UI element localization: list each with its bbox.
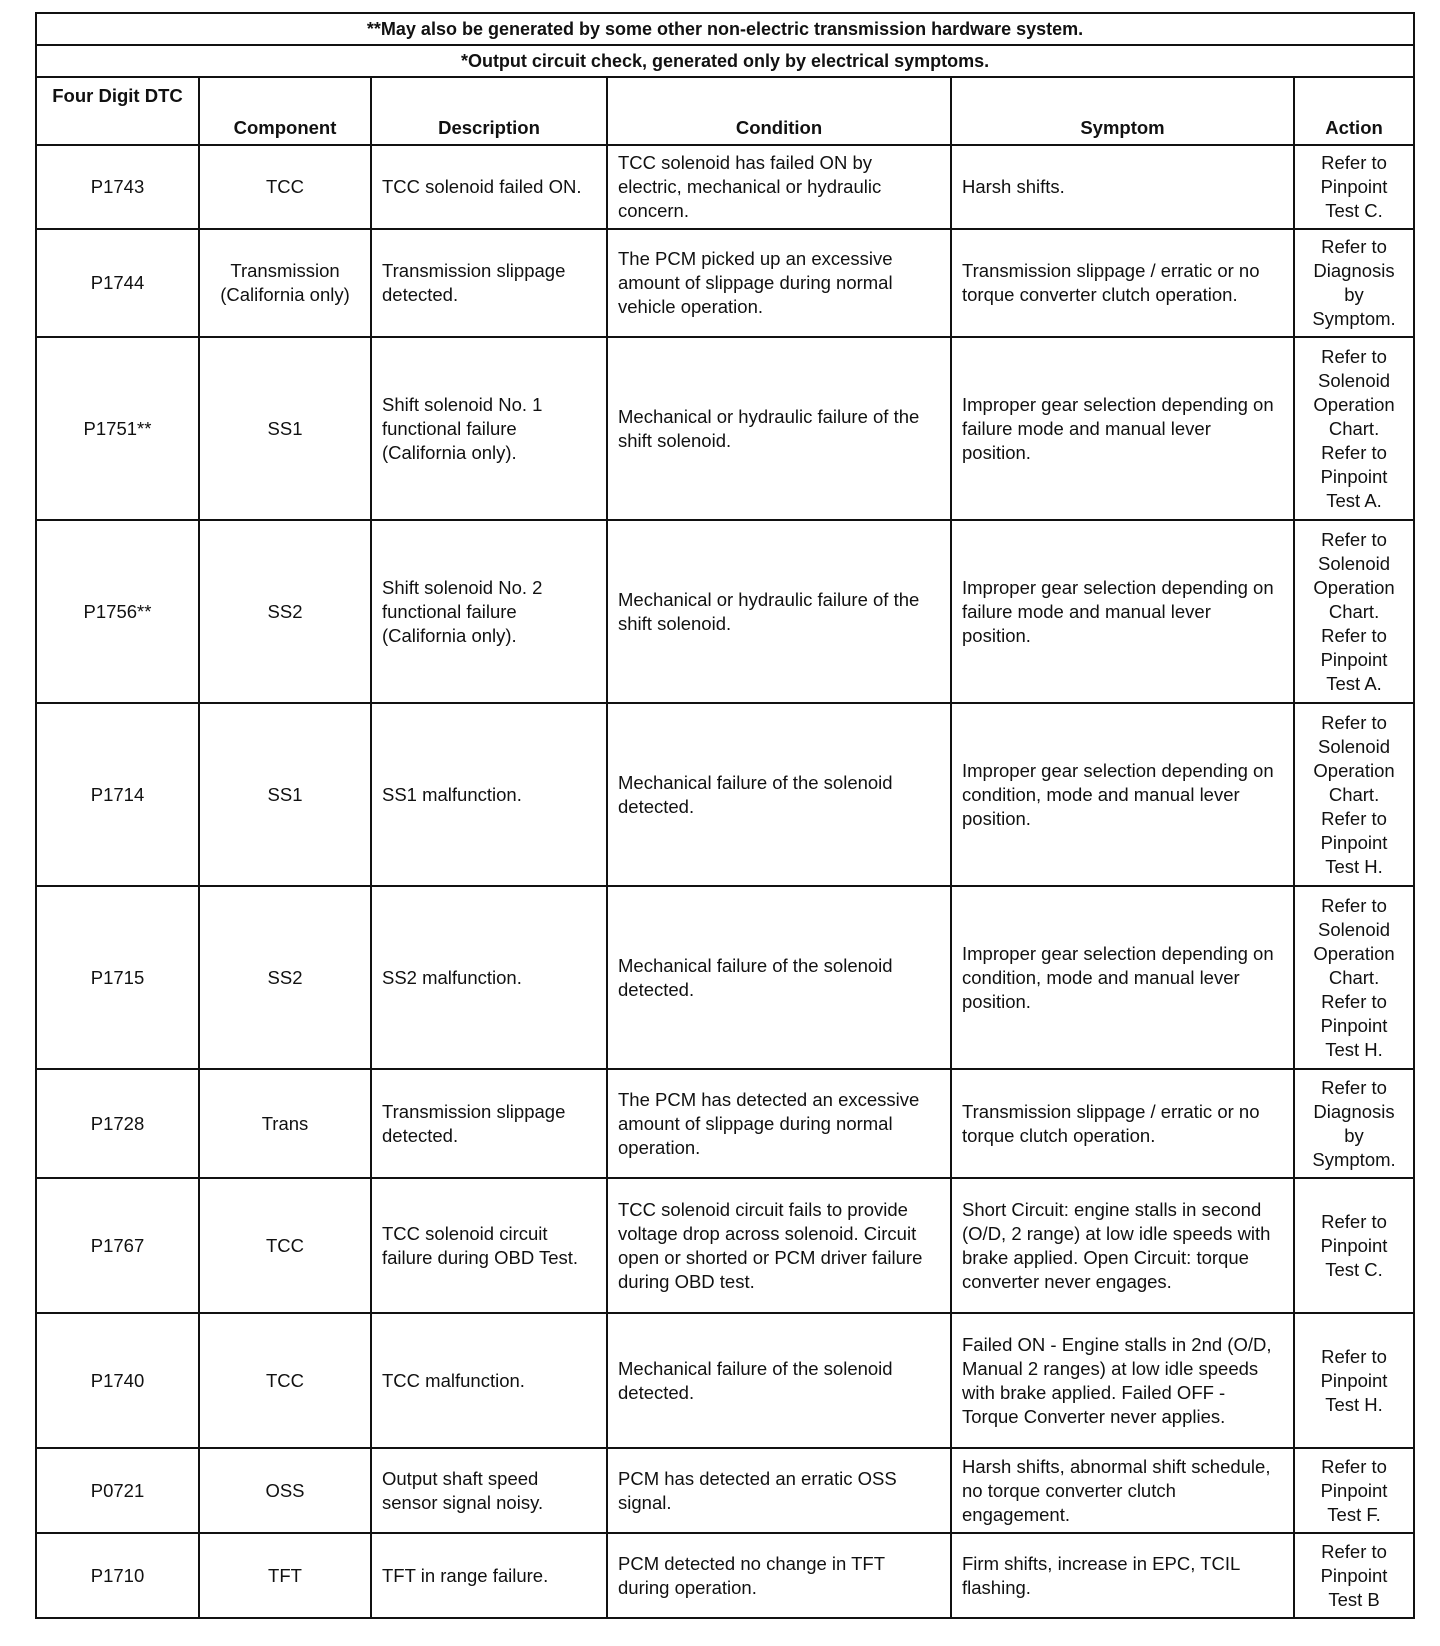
cell-symptom: Improper gear selection depending on failure mode and manual lever position. (951, 337, 1294, 520)
cell-condition: Mechanical failure of the solenoid detected. (607, 886, 951, 1069)
cell-description: Transmission slippage detected. (371, 1069, 607, 1178)
table-row (36, 703, 1414, 886)
note-row-hardware (36, 13, 1414, 45)
table-row (36, 145, 1414, 229)
cell-symptom: Harsh shifts, abnormal shift schedule, no torque converter clutch engagement. (951, 1448, 1294, 1533)
table-row (36, 520, 1414, 703)
header-symptom: Symptom (951, 77, 1294, 145)
cell-condition: TCC solenoid circuit fails to provide voltage drop across solenoid. Circuit open or shorted or PCM driver failure during OBD test. (607, 1178, 951, 1313)
cell-action: Refer to Diagnosis by Symptom. (1294, 1069, 1414, 1178)
cell-condition: PCM detected no change in TFT during operation. (607, 1533, 951, 1618)
table-row (36, 886, 1414, 1069)
cell-action: Refer to Pinpoint Test C. (1294, 145, 1414, 229)
cell-condition: PCM has detected an erratic OSS signal. (607, 1448, 951, 1533)
dtc-table (35, 12, 1415, 1619)
cell-dtc: P1710 (36, 1533, 199, 1618)
cell-condition: The PCM picked up an excessive amount of slippage during normal vehicle operation. (607, 229, 951, 337)
cell-component: OSS (199, 1448, 371, 1533)
cell-dtc: P1715 (36, 886, 199, 1069)
cell-description: TCC solenoid circuit failure during OBD Test. (371, 1178, 607, 1313)
cell-component: TCC (199, 145, 371, 229)
cell-symptom: Transmission slippage / erratic or no torque clutch operation. (951, 1069, 1294, 1178)
cell-symptom: Failed ON - Engine stalls in 2nd (O/D, Manual 2 ranges) at low idle speeds with brake applied. Failed OFF - Torque Converter never applies. (951, 1313, 1294, 1448)
cell-condition: TCC solenoid has failed ON by electric, mechanical or hydraulic concern. (607, 145, 951, 229)
cell-symptom: Transmission slippage / erratic or no torque converter clutch operation. (951, 229, 1294, 337)
header-component: Component (199, 77, 371, 145)
cell-dtc: P1767 (36, 1178, 199, 1313)
table-row (36, 1069, 1414, 1178)
cell-dtc: P0721 (36, 1448, 199, 1533)
header-condition: Condition (607, 77, 951, 145)
cell-dtc: P1751** (36, 337, 199, 520)
note-hardware: **May also be generated by some other non-electric transmission hardware system. (36, 13, 1414, 45)
cell-action: Refer to Pinpoint Test B (1294, 1533, 1414, 1618)
cell-condition: Mechanical failure of the solenoid detected. (607, 1313, 951, 1448)
cell-symptom: Improper gear selection depending on condition, mode and manual lever position. (951, 703, 1294, 886)
table-row (36, 1448, 1414, 1533)
cell-component: TFT (199, 1533, 371, 1618)
cell-action: Refer to Pinpoint Test C. (1294, 1178, 1414, 1313)
header-dtc: Four Digit DTC (36, 77, 199, 145)
cell-component: SS2 (199, 520, 371, 703)
cell-dtc: P1744 (36, 229, 199, 337)
cell-action: Refer to Solenoid Operation Chart. Refer to Pinpoint Test H. (1294, 703, 1414, 886)
note-row-output (36, 45, 1414, 77)
cell-action: Refer to Pinpoint Test H. (1294, 1313, 1414, 1448)
cell-description: TCC solenoid failed ON. (371, 145, 607, 229)
cell-action: Refer to Diagnosis by Symptom. (1294, 229, 1414, 337)
cell-dtc: P1714 (36, 703, 199, 886)
cell-symptom: Harsh shifts. (951, 145, 1294, 229)
cell-condition: The PCM has detected an excessive amount of slippage during normal operation. (607, 1069, 951, 1178)
cell-component: SS2 (199, 886, 371, 1069)
cell-condition: Mechanical or hydraulic failure of the shift solenoid. (607, 520, 951, 703)
cell-description: TFT in range failure. (371, 1533, 607, 1618)
cell-dtc: P1728 (36, 1069, 199, 1178)
cell-description: Output shaft speed sensor signal noisy. (371, 1448, 607, 1533)
header-action: Action (1294, 77, 1414, 145)
cell-symptom: Improper gear selection depending on condition, mode and manual lever position. (951, 886, 1294, 1069)
cell-description: SS2 malfunction. (371, 886, 607, 1069)
cell-action: Refer to Solenoid Operation Chart. Refer to Pinpoint Test H. (1294, 886, 1414, 1069)
cell-component: SS1 (199, 337, 371, 520)
cell-description: Shift solenoid No. 1 functional failure (California only). (371, 337, 607, 520)
header-row (36, 77, 1414, 145)
header-description: Description (371, 77, 607, 145)
cell-description: Transmission slippage detected. (371, 229, 607, 337)
cell-action: Refer to Pinpoint Test F. (1294, 1448, 1414, 1533)
table-row (36, 1178, 1414, 1313)
cell-condition: Mechanical or hydraulic failure of the shift solenoid. (607, 337, 951, 520)
cell-symptom: Firm shifts, increase in EPC, TCIL flashing. (951, 1533, 1294, 1618)
table-row (36, 337, 1414, 520)
cell-dtc: P1743 (36, 145, 199, 229)
cell-symptom: Improper gear selection depending on failure mode and manual lever position. (951, 520, 1294, 703)
table-row (36, 1533, 1414, 1618)
cell-component: Transmission (California only) (199, 229, 371, 337)
cell-description: SS1 malfunction. (371, 703, 607, 886)
note-output: *Output circuit check, generated only by electrical symptoms. (36, 45, 1414, 77)
cell-component: SS1 (199, 703, 371, 886)
cell-component: Trans (199, 1069, 371, 1178)
cell-description: TCC malfunction. (371, 1313, 607, 1448)
cell-action: Refer to Solenoid Operation Chart. Refer to Pinpoint Test A. (1294, 520, 1414, 703)
table-row (36, 229, 1414, 337)
cell-action: Refer to Solenoid Operation Chart. Refer to Pinpoint Test A. (1294, 337, 1414, 520)
cell-component: TCC (199, 1313, 371, 1448)
cell-description: Shift solenoid No. 2 functional failure (California only). (371, 520, 607, 703)
cell-symptom: Short Circuit: engine stalls in second (O/D, 2 range) at low idle speeds with brake applied. Open Circuit: torque converter never engages. (951, 1178, 1294, 1313)
cell-condition: Mechanical failure of the solenoid detected. (607, 703, 951, 886)
cell-component: TCC (199, 1178, 371, 1313)
cell-dtc: P1756** (36, 520, 199, 703)
table-row (36, 1313, 1414, 1448)
cell-dtc: P1740 (36, 1313, 199, 1448)
